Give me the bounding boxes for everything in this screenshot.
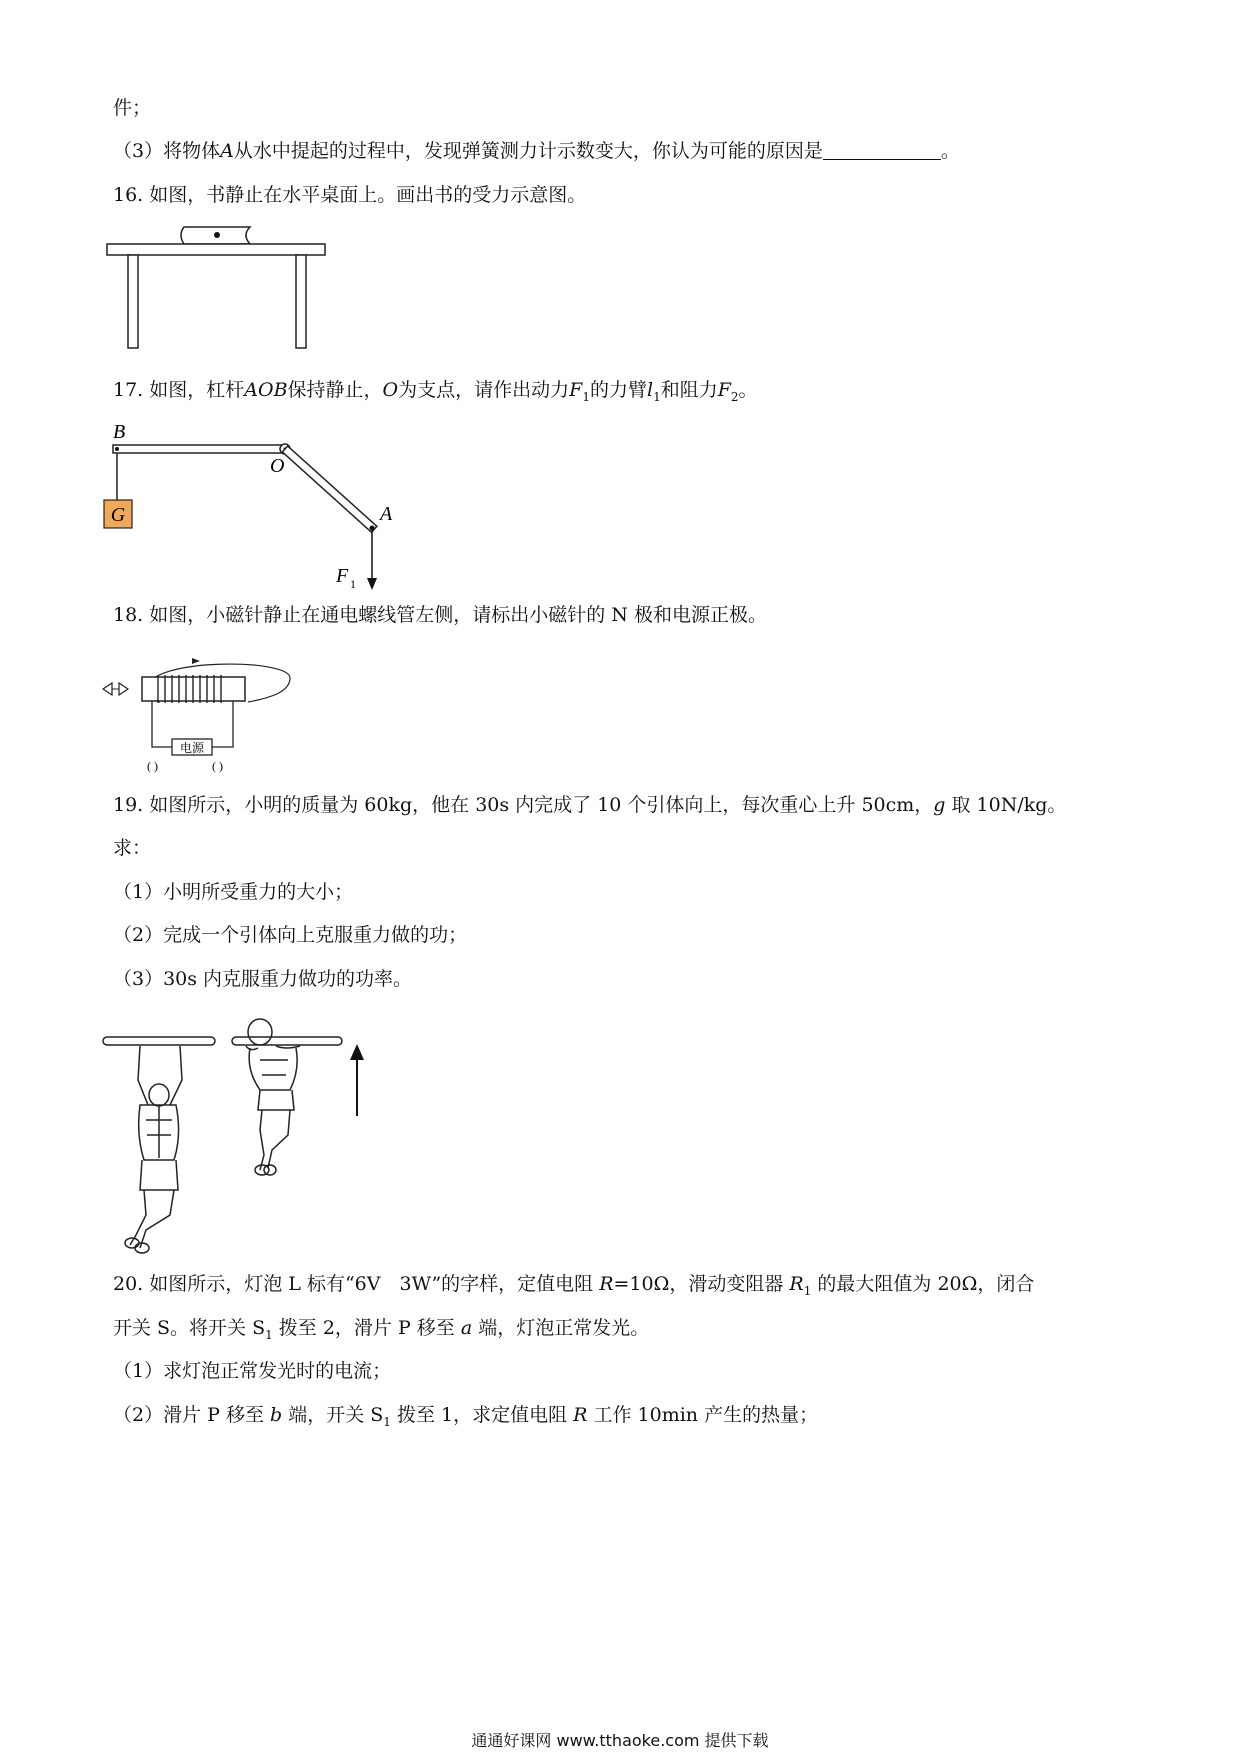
q20-line2-c: 端，灯泡正常发光。 [472,1317,650,1339]
var-r1: R [789,1273,804,1295]
sub-2: 2 [730,389,739,404]
var-aob: AOB [244,379,288,401]
q20-line2-a: 开关 S。将开关 S [113,1317,266,1339]
q20-sub1: （1）求灯泡正常发光时的电流； [113,1360,392,1382]
q20-sub2-d: 拨至 1，求定值电阻 [390,1404,574,1426]
q16-text: 16. 如图，书静止在水平桌面上。画出书的受力示意图。 [113,184,587,206]
var-b-end: b [270,1404,283,1426]
pull-up-figure [100,1010,420,1255]
q19-sub2: （2）完成一个引体向上克服重力做的功； [113,924,468,946]
q19-line2: 求： [113,837,152,859]
label-a: A [380,503,393,525]
q20-line1-c: 的最大阻值为 20Ω，闭合 [811,1273,1035,1295]
q20-sub2 [113,1403,818,1434]
q19-sub3: （3）30s 内克服重力做功的功率。 [113,968,413,990]
q20-line2 [113,1316,649,1347]
q15-part3-pre: （3）将物体 [113,140,221,162]
page-footer: 通通好课网 www.tthaoke.com 提供下载 [471,1731,769,1750]
q17-text-6: 。 [738,379,758,401]
q20-sub2-a: （2）滑片 P 移至 [113,1404,270,1426]
q20-sub2-c: 端，开关 S [282,1404,384,1426]
q20-line2-b: 拨至 2，滑片 P 移至 [272,1317,461,1339]
var-r-b: R [573,1404,588,1426]
var-r: R [599,1273,614,1295]
q20-line1 [113,1272,1034,1303]
solenoid-figure [100,640,320,785]
q19-line1 [113,793,1066,817]
q20-line1-a: 20. 如图所示，灯泡 L 标有“6V 3W”的字样，定值电阻 [113,1273,600,1295]
power-source-label: 电源 [179,741,205,755]
q17-text-3: 为支点，请作出动力 [398,379,570,401]
q18-text: 18. 如图，小磁针静止在通电螺线管左侧，请标出小磁针的 N 极和电源正极。 [113,604,767,626]
sub-1b: 1 [653,389,661,404]
q17-text-4: 的力臂 [589,379,647,401]
var-a: A [220,140,234,162]
q19-line1-a: 19. 如图所示，小明的质量为 60kg，他在 30s 内完成了 10 个引体向上，每次重心上升 50cm， [113,794,934,816]
q17-text-1: 17. 如图，杠杆 [113,379,245,401]
label-b: B [113,421,126,443]
var-a-end: a [460,1317,473,1339]
q15-part3 [113,139,960,163]
q15-part3-post: 从水中提起的过程中，发现弹簧测力计示数变大，你认为可能的原因是 [233,140,823,162]
left-terminal-blank[interactable]: ( ) [147,759,158,773]
q19-line1-b: 取 10N/kg。 [945,794,1067,816]
q17-text-5: 和阻力 [660,379,718,401]
sub-1: 1 [582,389,590,404]
q17-text-2: 保持静止， [287,379,383,401]
q15-part3-end: 。 [940,140,960,162]
right-terminal-blank[interactable]: ( ) [212,759,223,773]
sub-r1: 1 [803,1283,812,1298]
sub-s1: 1 [265,1327,273,1342]
sub-s1b: 1 [383,1414,391,1429]
label-f: F [336,565,349,587]
q20-line1-b: =10Ω，滑动变阻器 [613,1273,790,1295]
var-l1: l [646,379,654,401]
q20-sub2-e: 工作 10min 产生的热量； [587,1404,819,1426]
var-f1: F [569,379,583,401]
label-g: G [110,504,126,526]
answer-blank[interactable] [823,141,941,160]
label-o: O [270,455,285,477]
var-o: O [382,379,399,401]
table-book-figure [100,222,370,357]
label-f-sub: 1 [350,577,356,591]
text-line-prev: 件； [113,97,152,119]
var-f2: F [717,379,731,401]
var-g: g [933,794,946,816]
q17-text [113,378,758,409]
q19-sub1: （1）小明所受重力的大小； [113,881,354,903]
